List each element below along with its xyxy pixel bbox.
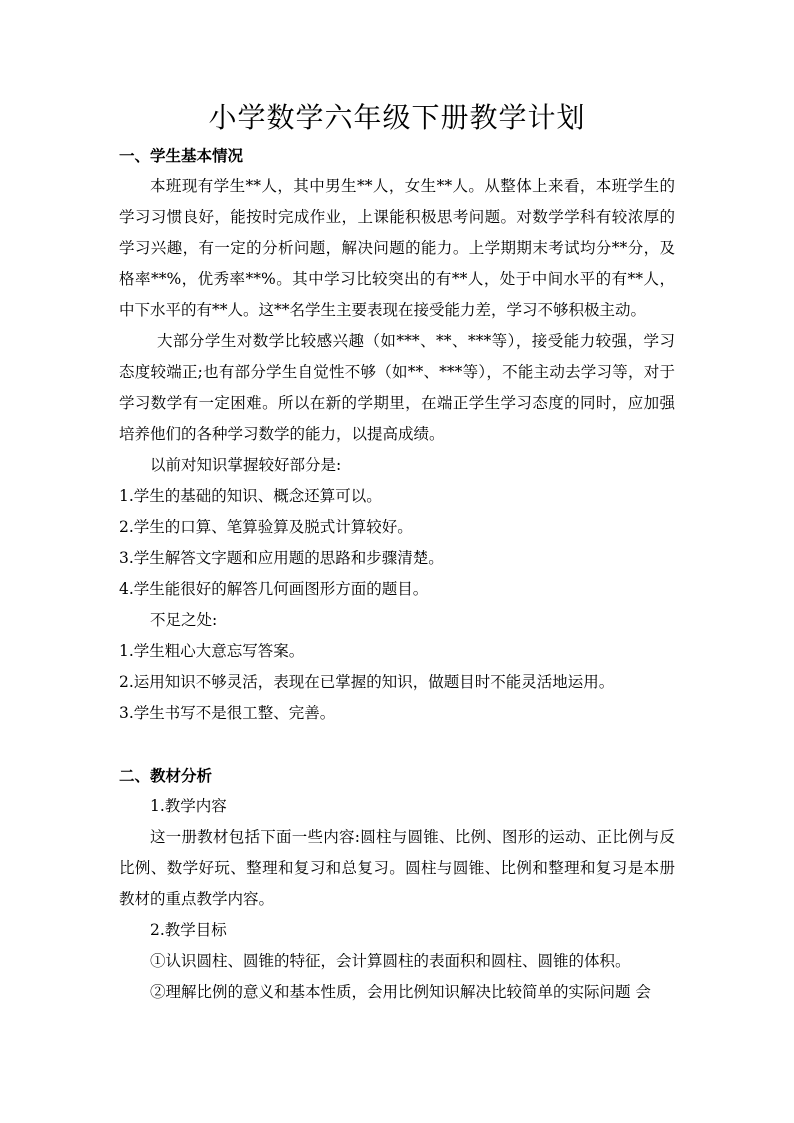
list-item-strength-4: 4.学生能很好的解答几何画图形方面的题目。 — [119, 580, 429, 598]
subheading-teaching-goals: 2.教学目标 — [150, 921, 227, 939]
list-item-strength-1: 1.学生的基础的知识、概念还算可以。 — [119, 487, 382, 505]
section-heading-students: 一、学生基本情况 — [119, 146, 244, 165]
paragraph-student-interest: 大部分学生对数学比较感兴趣（如***、**、***等），接受能力较强，学习态度较端正;也有部分学生自觉性不够（如**、***等），不能主动去学习等，对于学习数学有一定困难。所以在新的学期里，在端正学生学习态度的同时，应加强培养他们的各种学习数学的能力，以提高成绩。 — [119, 332, 675, 443]
list-item-weakness-2: 2.运用知识不够灵活，表现在已掌握的知识，做题目时不能灵活地运用。 — [119, 673, 615, 691]
weakness-intro: 不足之处: — [150, 611, 218, 629]
paragraph-class-overview: 本班现有学生**人，其中男生**人，女生**人。从整体上来看，本班学生的学习习惯良好，能按时完成作业，上课能积极思考问题。对数学学科有较浓厚的学习兴趣，有一定的分析问题，解决问题的能力。上学期期末考试均分**分，及格率**%，优秀率**%。其中学习比较突出的有**人，处于中间水平的有**人，中下水平的有**人。这**名学生主要表现在接受能力差，学习不够积极主动。 — [119, 177, 675, 319]
list-item-goal-2: ②理解比例的意义和基本性质，会用比例知识解决比较简单的实际问题 会 — [150, 983, 651, 1001]
section-heading-textbook: 二、教材分析 — [119, 766, 213, 785]
list-item-weakness-3: 3.学生书写不是很工整、完善。 — [119, 704, 336, 722]
list-item-strength-3: 3.学生解答文字题和应用题的思路和步骤清楚。 — [119, 549, 444, 567]
document-body — [119, 140, 675, 1008]
section-spacer — [119, 729, 675, 760]
paragraph-teaching-content: 这一册教材包括下面一些内容:圆柱与圆锥、比例、图形的运动、正比例与反比例、数学好玩、整理和复习和总复习。圆柱与圆锥、比例和整理和复习是本册教材的重点教学内容。 — [119, 828, 675, 908]
document-title: 小学数学六年级下册教学计划 — [208, 101, 586, 134]
strengths-intro: 以前对知识掌握较好部分是: — [150, 456, 342, 474]
list-item-strength-2: 2.学生的口算、笔算验算及脱式计算较好。 — [119, 518, 413, 536]
subheading-teaching-content: 1.教学内容 — [150, 797, 227, 815]
list-item-goal-1: ①认识圆柱、圆锥的特征，会计算圆柱的表面积和圆柱、圆锥的体积。 — [150, 952, 631, 970]
list-item-weakness-1: 1.学生粗心大意忘写答案。 — [119, 642, 305, 660]
